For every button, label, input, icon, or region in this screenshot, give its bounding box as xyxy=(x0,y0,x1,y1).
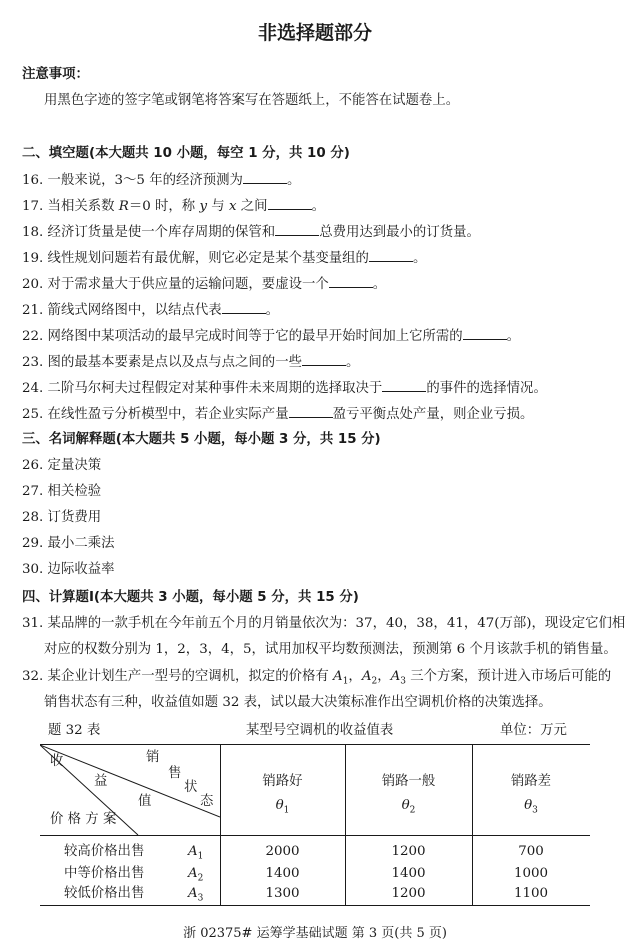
corner-zhuang: 状 xyxy=(184,780,198,795)
question-20: 20. 对于需求量大于供应量的运输问题，要虚设一个 。 xyxy=(22,277,387,292)
question-19: 19. 线性规划问题若有最优解，则它必定是某个基变量组的 。 xyxy=(22,251,427,266)
corner-shou2: 售 xyxy=(168,766,182,781)
corner-shou: 收 xyxy=(50,754,64,769)
answer-blank[interactable] xyxy=(369,249,413,262)
table-row: 较低价格出售 $A_3$ 1300 1200 1100 xyxy=(64,886,549,904)
answer-blank[interactable] xyxy=(329,275,373,288)
notice-text: 用黑色字迹的签字笔或钢笔将答案写在答题纸上，不能答在试题卷上。 xyxy=(44,93,460,108)
answer-blank[interactable] xyxy=(268,197,312,210)
corner-zhi: 值 xyxy=(138,794,152,809)
answer-blank[interactable] xyxy=(463,327,507,340)
corner-yi: 益 xyxy=(94,774,108,789)
column-header-poor: 销路差 $\theta_3$ xyxy=(510,774,552,816)
answer-blank[interactable] xyxy=(302,353,346,366)
question-28: 28. 订货费用 xyxy=(22,510,102,525)
table-unit: 单位：万元 xyxy=(500,723,567,738)
question-22: 22. 网络图中某项活动的最早完成时间等于它的最早开始时间加上它所需的 。 xyxy=(22,329,521,344)
section3-heading: 三、名词解释题(本大题共 5 小题，每小题 3 分，共 15 分) xyxy=(22,432,381,447)
question-31-line1: 31. 某品牌的一款手机在今年前五个月的月销量依次为：37，40，38，41，47(万部)，现设定它们相 xyxy=(22,616,626,631)
question-30: 30. 边际收益率 xyxy=(22,562,115,577)
question-32-line2: 销售状态有三种，收益值如题 32 表，试以最大决策标准作出空调机价格的决策选择。 xyxy=(44,695,552,710)
corner-price-plan: 价 格 方 案 xyxy=(50,812,117,827)
question-31-line2: 对应的权数分别为 1，2，3，4，5，试用加权平均数预测法，预测第 6 个月该款手机的销售量。 xyxy=(44,642,617,657)
column-header-good: 销路好 $\theta_1$ xyxy=(262,774,303,816)
payoff-table xyxy=(40,744,590,906)
question-16: 16. 一般来说，3～5 年的经济预测为 。 xyxy=(22,173,301,188)
page-title: 非选择题部分 xyxy=(257,22,372,44)
table-row: 中等价格出售 $A_2$ 1400 1400 1000 xyxy=(64,866,549,884)
table-caption: 某型号空调机的收益值表 xyxy=(246,723,394,738)
answer-blank[interactable] xyxy=(289,405,333,418)
question-32-line1: 32. 某企业计划生产一型号的空调机，拟定的价格有 $A_1$，$A_2$，$A_3$ 三个方案，预计进入市场后可能的 xyxy=(22,669,612,687)
question-18: 18. 经济订货量是使一个库存周期的保管和 总费用达到最小的订货量。 xyxy=(22,225,480,240)
notice-heading: 注意事项： xyxy=(22,67,89,82)
question-24: 24. 二阶马尔柯夫过程假定对某种事件未来周期的选择取决于 的事件的选择情况。 xyxy=(22,381,547,396)
answer-blank[interactable] xyxy=(243,171,287,184)
section2-heading: 二、填空题(本大题共 10 小题，每空 1 分，共 10 分) xyxy=(22,146,350,161)
answer-blank[interactable] xyxy=(382,379,426,392)
answer-blank[interactable] xyxy=(275,223,319,236)
question-17: 17. 当相关系数 R＝0 时，称 y 与 x 之间 。 xyxy=(22,199,325,214)
corner-xiao: 销 xyxy=(146,750,160,765)
table-label: 题 32 表 xyxy=(48,723,101,738)
page-footer: 浙 02375# 运筹学基础试题 第 3 页(共 5 页) xyxy=(183,926,447,941)
question-23: 23. 图的最基本要素是点以及点与点之间的一些 。 xyxy=(22,355,360,370)
corner-tai: 态 xyxy=(200,794,214,809)
question-27: 27. 相关检验 xyxy=(22,484,102,499)
section4-heading: 四、计算题Ⅰ(本大题共 3 小题，每小题 5 分，共 15 分) xyxy=(22,590,359,605)
question-26: 26. 定量决策 xyxy=(22,458,102,473)
question-21: 21. 箭线式网络图中，以结点代表 。 xyxy=(22,303,280,318)
column-header-average: 销路一般 $\theta_2$ xyxy=(381,774,436,816)
question-29: 29. 最小二乘法 xyxy=(22,536,115,551)
answer-blank[interactable] xyxy=(222,301,266,314)
table-row: 较高价格出售 $A_1$ 2000 1200 700 xyxy=(64,844,544,862)
question-25: 25. 在线性盈亏分析模型中，若企业实际产量 盈亏平衡点处产量，则企业亏损。 xyxy=(22,407,534,422)
